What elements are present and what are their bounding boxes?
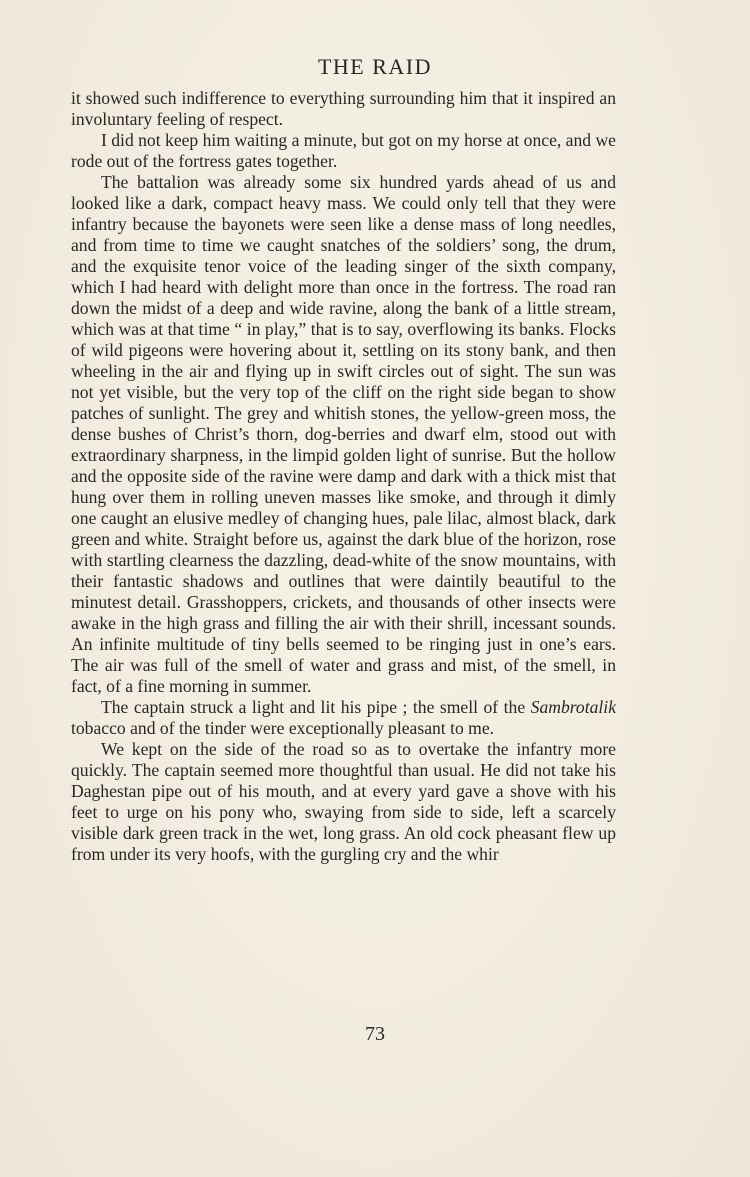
running-head: THE RAID xyxy=(317,54,433,79)
body-text xyxy=(71,88,616,865)
paragraph: I did not keep him waiting a minute, but got on my horse at once, and we rode out of the fortress gates together. xyxy=(71,130,616,171)
page-number: 73 xyxy=(365,1023,385,1045)
paragraph-text: The captain struck a light and lit his pipe ; the smell of the xyxy=(101,697,531,717)
paragraph xyxy=(71,697,616,739)
paragraph-text: tobacco and of the tinder were exceptionally pleasant to me. xyxy=(71,718,495,738)
tobacco-name-italic: Sambrotalik xyxy=(530,697,616,717)
paragraph-continued: it showed such indifference to everything surrounding him that it inspired an involuntary feeling of respect. xyxy=(71,88,616,129)
paragraph: We kept on the side of the road so as to overtake the infantry more quickly. The captain seemed more thoughtful than usual. He did not take his Daghestan pipe out of his mouth, and at every yard gave a shove with his feet to urge on his pony who, swaying from side to side, left a scarcely visible dark green track in the wet, long grass. An old cock pheasant flew up from under its very hoofs, with the gurgling cry and the whir xyxy=(71,739,616,864)
paragraph: The battalion was already some six hundred yards ahead of us and looked like a dark, compact heavy mass. We could only tell that they were infantry because the bayonets were seen like a dense mass of long needles, and from time to time we caught snatches of the soldiers’ song, the drum, and the exquisite tenor voice of the leading singer of the sixth company, which I had heard with delight more than once in the fortress. The road ran down the midst of a deep and wide ravine, along the bank of a little stream, which was at that time “ in play,” that is to say, overflowing its banks. Flocks of wild pigeons were hovering about it, settling on its stony bank, and then wheeling in the air and flying up in swift circles out of sight. The sun was not yet visible, but the very top of the cliff on the right side began to show patches of sunlight. The grey and whitish stones, the yellow-green moss, the dense bushes of Christ’s thorn, dog-berries and dwarf elm, stood out with extraordinary sharpness, in the limpid golden light of sunrise. But the hollow and the opposite side of the ravine were damp and dark with a thick mist that hung over them in rolling uneven masses like smoke, and through it dimly one caught an elusive medley of changing hues, pale lilac, almost black, dark green and white. Straight before us, against the dark blue of the horizon, rose with startling clearness the dazzling, dead-white of the snow mountains, with their fantastic shadows and outlines that were daintily beautiful to the minutest detail. Grasshoppers, crickets, and thousands of other insects were awake in the high grass and filling the air with their shrill, incessant sounds. An infinite multitude of tiny bells seemed to be ringing just in one’s ears. The air was full of the smell of water and grass and mist, of the smell, in fact, of a fine morning in summer. xyxy=(71,172,616,696)
